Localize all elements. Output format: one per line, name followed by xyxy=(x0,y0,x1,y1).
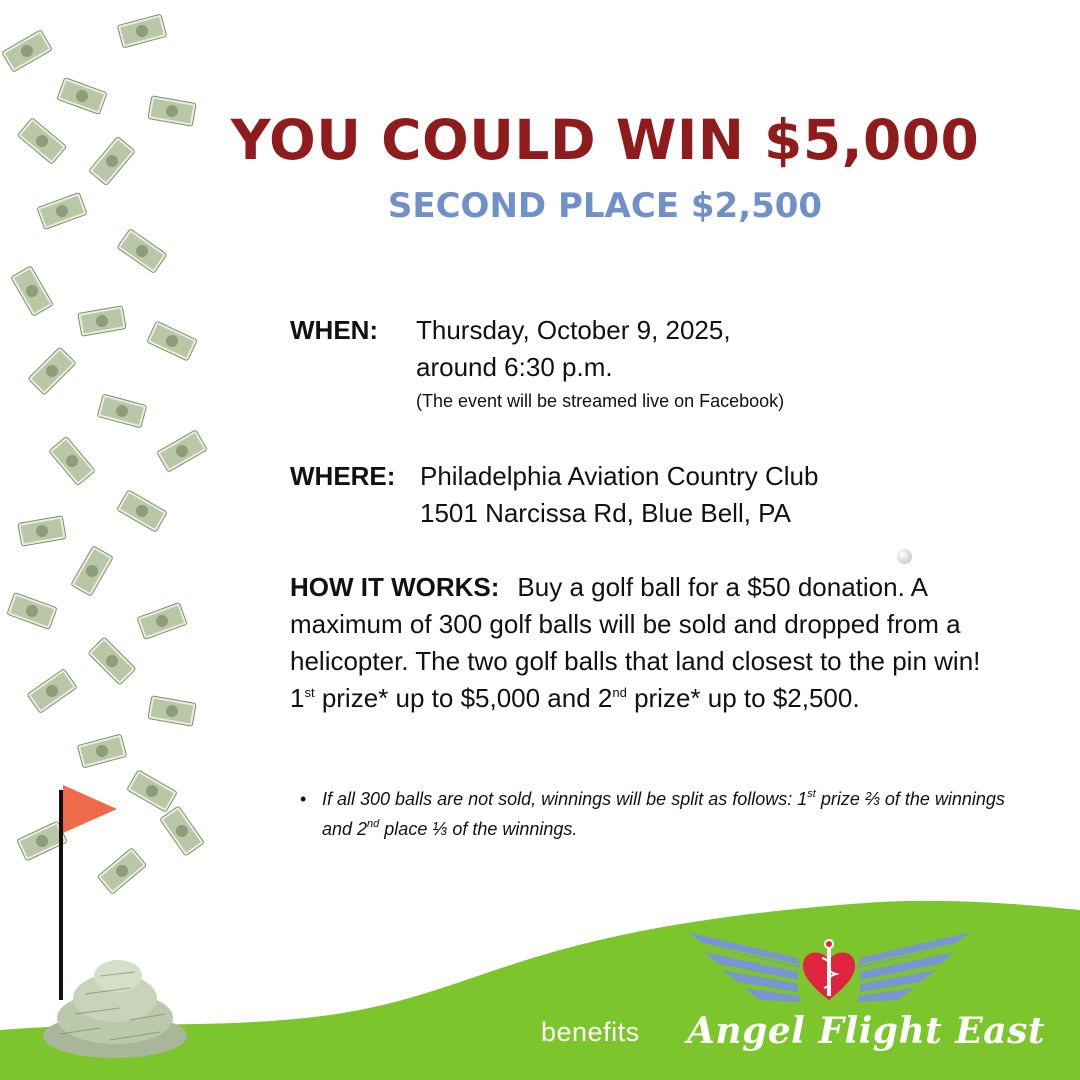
footnote-sup-1: st xyxy=(807,788,816,800)
how-it-works-section xyxy=(290,569,990,717)
money-bill-icon xyxy=(160,807,203,856)
when-label: WHEN: xyxy=(290,315,379,345)
second-place-subtitle: SECOND PLACE $2,500 xyxy=(387,186,823,226)
how-sup-2: nd xyxy=(612,685,627,700)
money-pile-icon xyxy=(40,948,190,1060)
footnote-text-a: If all 300 balls are not sold, winnings will be split as follows: 1 xyxy=(322,789,808,809)
money-bill-icon xyxy=(117,490,166,531)
how-text-b: prize* up to $5,000 and 2 xyxy=(314,683,613,713)
split-footnote xyxy=(300,784,1010,844)
how-text-a: Buy a golf ball for a $50 donation. A maximum of 300 golf balls will be sold and dropped from a helicopter. The two golf balls that land closest to the pin win! 1 xyxy=(290,572,981,713)
where-section xyxy=(290,458,819,528)
money-bill-icon xyxy=(2,30,51,71)
money-bill-icon xyxy=(8,593,57,629)
money-bill-icon xyxy=(127,770,176,811)
how-text-c: prize* up to $2,500. xyxy=(626,683,860,713)
money-bill-icon xyxy=(147,322,196,361)
money-bill-icon xyxy=(118,229,167,272)
when-time: around 6:30 p.m. xyxy=(416,352,613,382)
money-bill-icon xyxy=(29,348,76,395)
when-stream-note: (The event will be streamed live on Facebook) xyxy=(416,391,785,411)
golf-ball-icon xyxy=(897,549,912,564)
money-bill-icon xyxy=(89,638,136,685)
money-bill-icon xyxy=(71,546,112,595)
money-bill-icon xyxy=(18,516,65,545)
when-date: Thursday, October 9, 2025, xyxy=(416,315,731,345)
where-label: WHERE: xyxy=(290,461,396,491)
angel-flight-east-logo-icon xyxy=(688,930,970,1012)
page-title: YOU COULD WIN $5,000 xyxy=(230,108,980,172)
benefits-text: benefits xyxy=(541,1017,640,1047)
brand-name: Angel Flight East xyxy=(687,1010,1045,1052)
how-it-works-label: HOW IT WORKS: xyxy=(290,572,500,602)
money-bill-icon xyxy=(11,266,52,315)
money-bill-icon xyxy=(118,15,166,48)
money-bill-icon xyxy=(148,696,195,725)
money-bill-icon xyxy=(28,669,77,712)
money-bill-icon xyxy=(78,306,125,335)
money-bill-icon xyxy=(49,437,94,485)
money-bill-icon xyxy=(138,603,187,639)
money-bill-icon xyxy=(98,395,146,428)
footnote-text-b: prize ⅔ of the winnings and 2 xyxy=(322,789,1005,839)
where-venue: Philadelphia Aviation Country Club xyxy=(420,461,819,491)
how-sup-1: st xyxy=(304,685,315,700)
footnote-text-c: place ⅓ of the winnings. xyxy=(379,819,578,839)
money-bill-icon xyxy=(78,735,126,768)
footnote-sup-2: nd xyxy=(367,818,380,830)
where-address: 1501 Narcissa Rd, Blue Bell, PA xyxy=(420,498,791,528)
money-bill-icon xyxy=(157,430,206,471)
when-section xyxy=(290,312,785,411)
golf-flag-icon xyxy=(63,785,117,833)
